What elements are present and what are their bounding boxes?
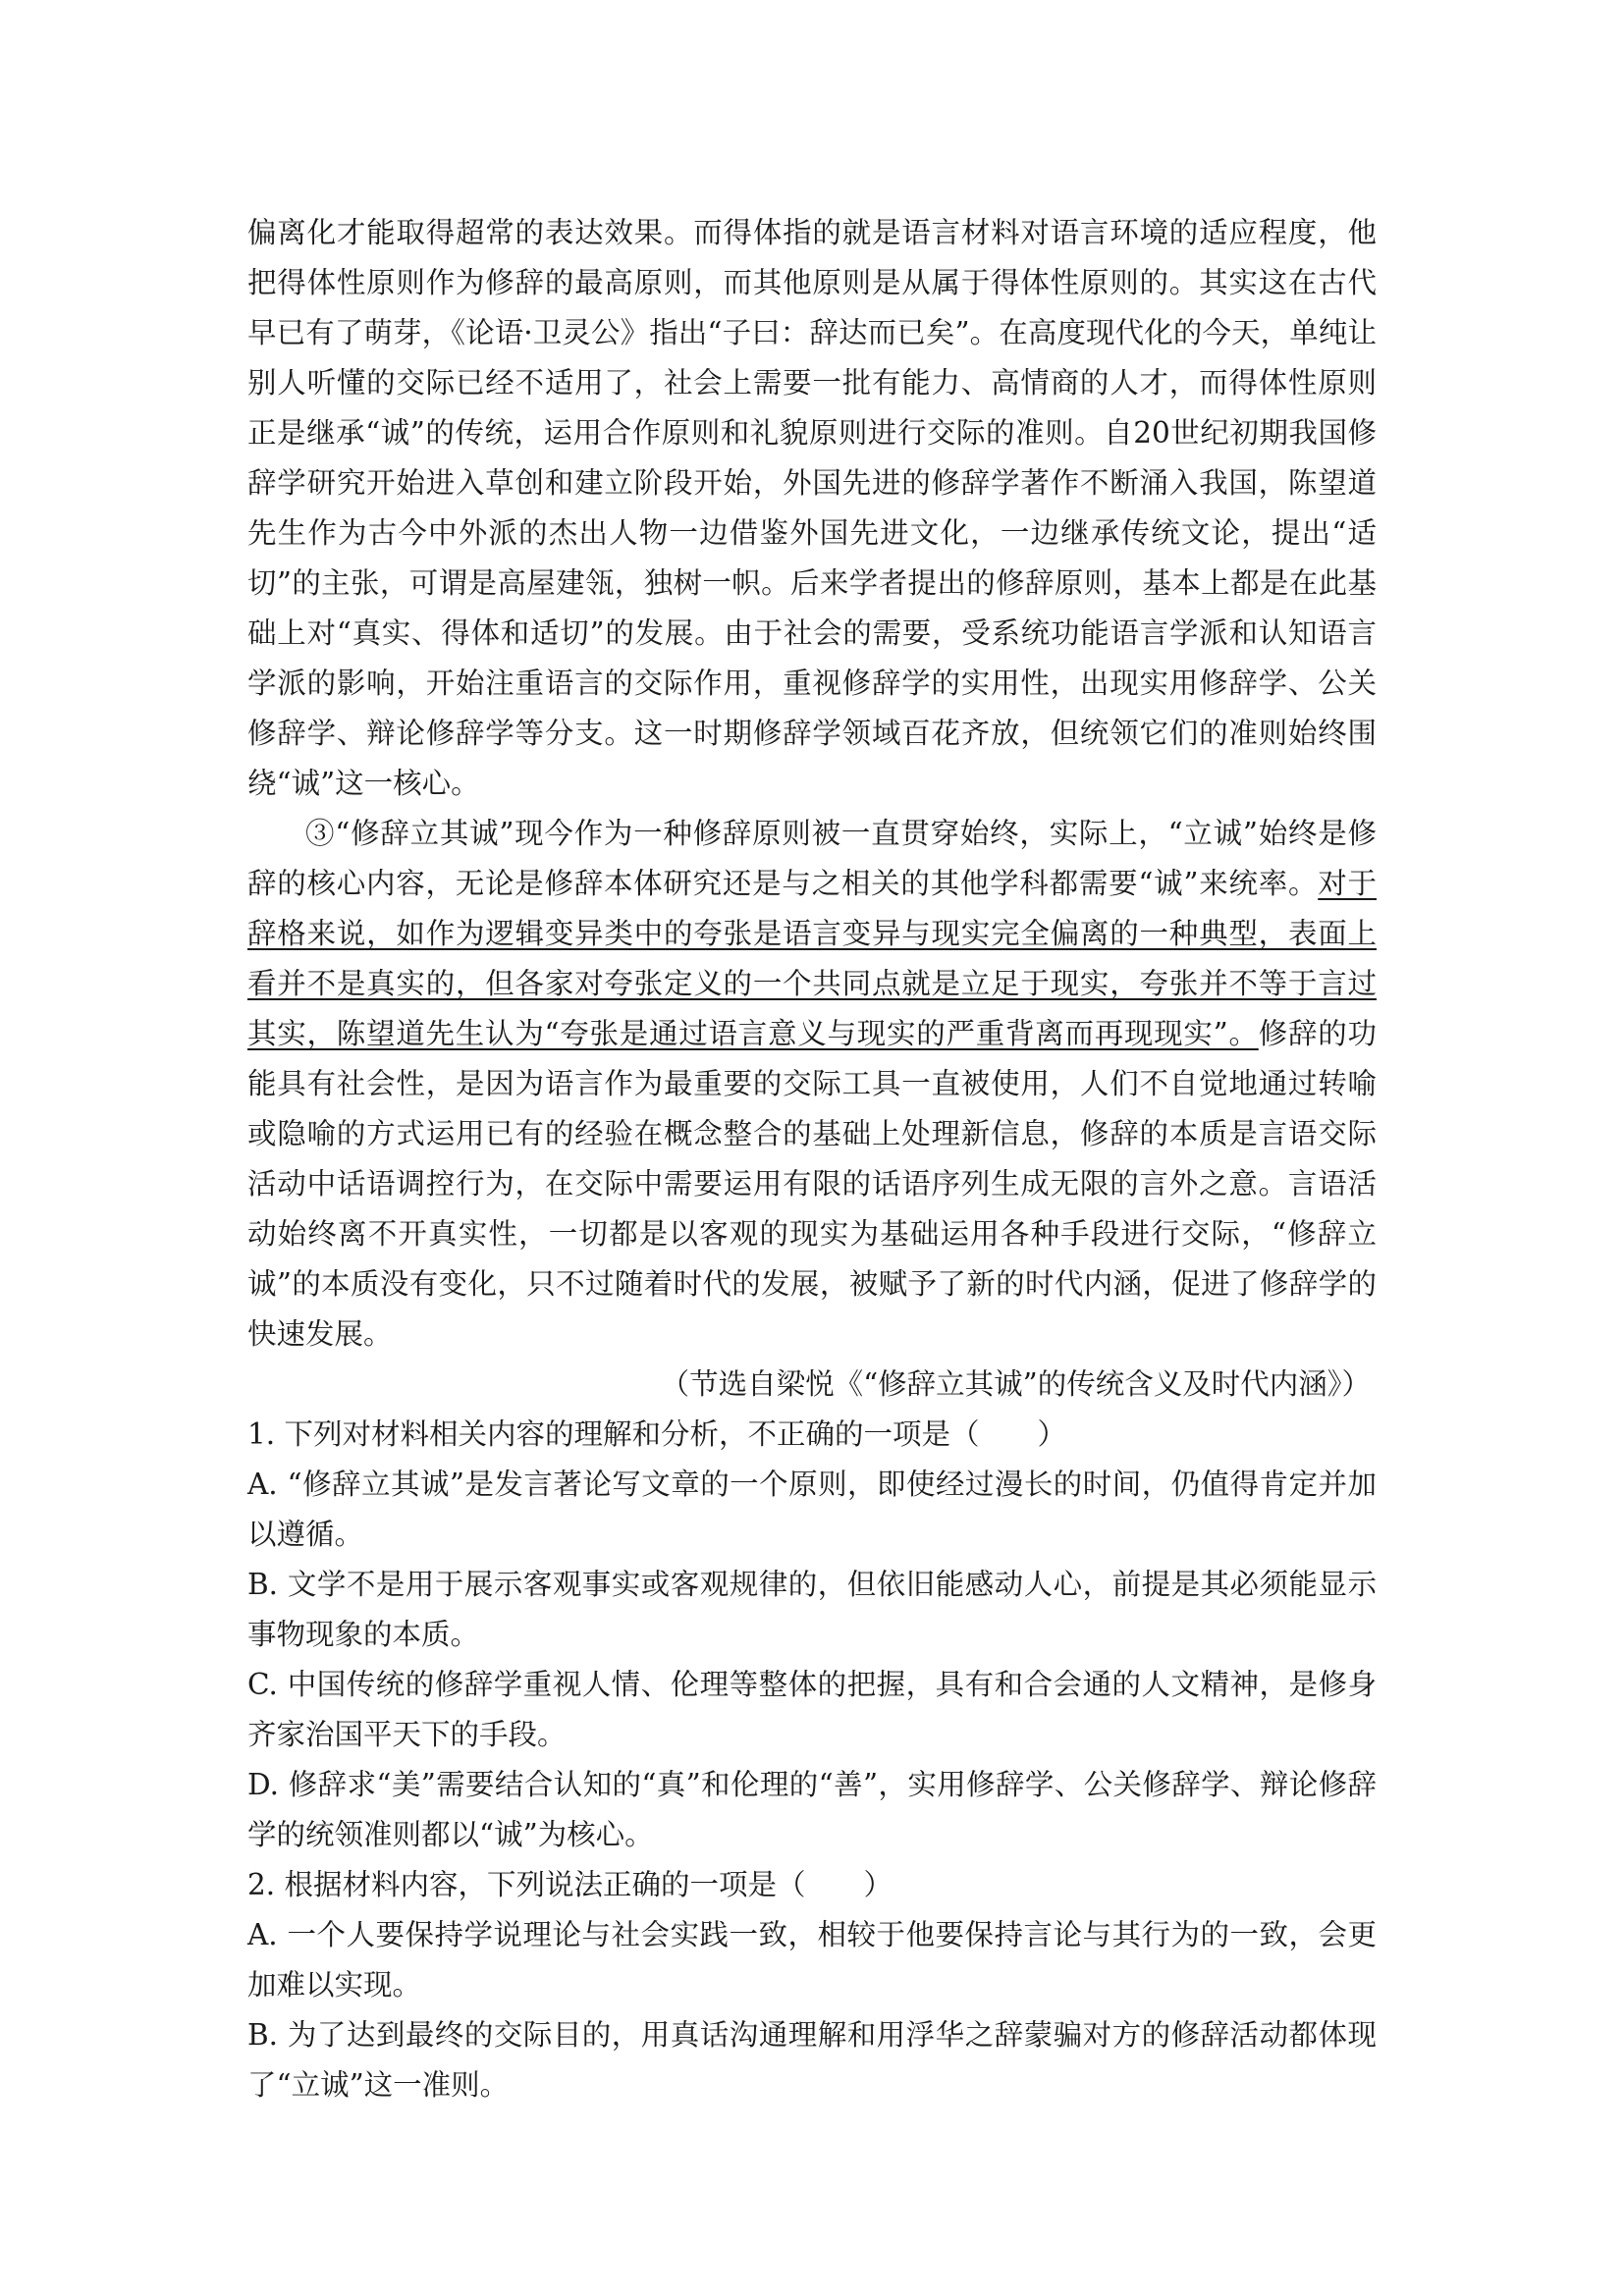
underlined-sentence: 对于辞格来说，如作为逻辑变异类中的夸张是语言变异与现实完全偏离的一种典型，表面上看并不是真实的，但各家对夸张定义的一个共同点就是立足于现实，夸张并不等于言过其实，陈望道先生认为“夸张是通过语言意义与现实的严重背离而再现现实”。 xyxy=(247,867,1377,1050)
question-1-option-c: C. 中国传统的修辞学重视人情、伦理等整体的把握，具有和合会通的人文精神，是修身齐家治国平天下的手段。 xyxy=(247,1668,1377,1751)
source-citation: （节选自梁悦《“修辞立其诚”的传统含义及时代内涵》） xyxy=(660,1367,1371,1401)
question-2-option-b: B. 为了达到最终的交际目的，用真话沟通理解和用浮华之辞蒙骗对方的修辞活动都体现了“立诚”这一准则。 xyxy=(247,2018,1377,2102)
page-content xyxy=(247,208,1377,2110)
question-2-stem: 2. 根据材料内容，下列说法正确的一项是（ ） xyxy=(247,1868,893,1901)
question-2-option-a: A. 一个人要保持学说理论与社会实践一致，相较于他要保持言论与其行为的一致，会更加难以实现。 xyxy=(247,1918,1377,2002)
question-1-option-d: D. 修辞求“美”需要结合认知的“真”和伦理的“善”，实用修辞学、公关修辞学、辩论修辞学的统领准则都以“诚”为核心。 xyxy=(247,1768,1377,1851)
question-1-stem: 1. 下列对材料相关内容的理解和分析，不正确的一项是（ ） xyxy=(247,1417,1067,1451)
passage-paragraph-2 xyxy=(247,809,1377,1360)
passage-paragraph-1: 偏离化才能取得超常的表达效果。而得体指的就是语言材料对语言环境的适应程度，他把得体性原则作为修辞的最高原则，而其他原则是从属于得体性原则的。其实这在古代早已有了萌芽，《论语·卫灵公》指出“子曰：辞达而已矣”。在高度现代化的今天，单纯让别人听懂的交际已经不适用了，社会上需要一批有能力、高情商的人才，而得体性原则正是继承“诚”的传统，运用合作原则和礼貌原则进行交际的准则。自20世纪初期我国修辞学研究开始进入草创和建立阶段开始，外国先进的修辞学著作不断涌入我国，陈望道先生作为古今中外派的杰出人物一边借鉴外国先进文化，一边继承传统文论，提出“适切”的主张，可谓是高屋建瓴，独树一帜。后来学者提出的修辞原则，基本上都是在此基础上对“真实、得体和适切”的发展。由于社会的需要，受系统功能语言学派和认知语言学派的影响，开始注重语言的交际作用，重视修辞学的实用性，出现实用修辞学、公关修辞学、辩论修辞学等分支。这一时期修辞学领域百花齐放，但统领它们的准则始终围绕“诚”这一核心。 xyxy=(247,216,1377,800)
question-1-option-b: B. 文学不是用于展示客观事实或客观规律的，但依旧能感动人心，前提是其必须能显示事物现象的本质。 xyxy=(247,1568,1377,1651)
paragraph-2-text-after: 修辞的功能具有社会性，是因为语言作为最重要的交际工具一直被使用，人们不自觉地通过转喻或隐喻的方式运用已有的经验在概念整合的基础上处理新信息，修辞的本质是言语交际活动中话语调控行为，在交际中需要运用有限的话语序列生成无限的言外之意。言语活动始终离不开真实性，一切都是以客观的现实为基础运用各种手段进行交际，“修辞立诚”的本质没有变化，只不过随着时代的发展，被赋予了新的时代内涵，促进了修辞学的快速发展。 xyxy=(247,1017,1377,1351)
question-1-option-a: A. “修辞立其诚”是发言著论写文章的一个原则，即使经过漫长的时间，仍值得肯定并加以遵循。 xyxy=(247,1468,1377,1551)
paragraph-2-text: ③“修辞立其诚”现今作为一种修辞原则被一直贯穿始终，实际上，“立诚”始终是修辞的核心内容，无论是修辞本体研究还是与之相关的其他学科都需要“诚”来统率。 xyxy=(247,817,1377,900)
